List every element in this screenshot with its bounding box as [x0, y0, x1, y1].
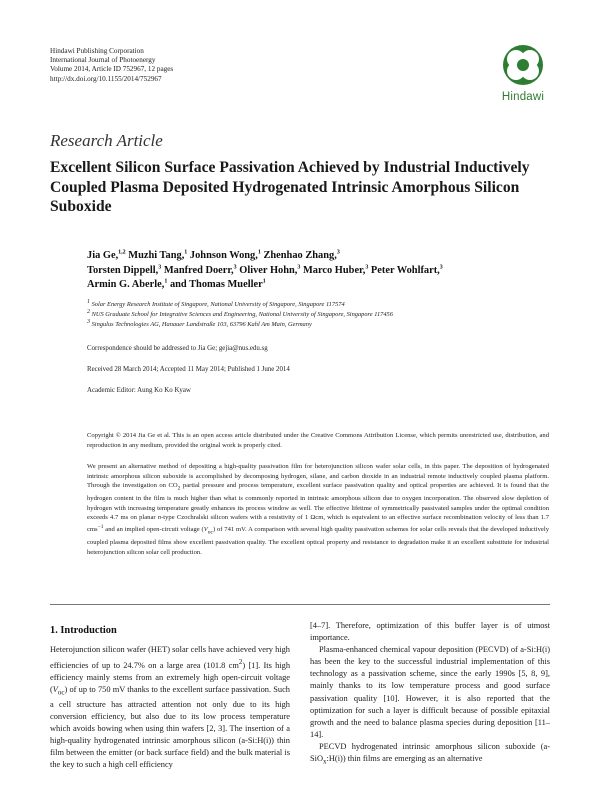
copyright-notice: Copyright © 2014 Jia Ge et al. This is an open access article distributed under the Creative Commons Attribution License, which permits unrestricted use, distribution, and reproduction in any medium, provided the original work is properly cited. — [87, 432, 549, 449]
section-divider — [50, 604, 550, 605]
author: Torsten Dippell,$^3$ — [87, 264, 162, 276]
author: and Thomas Mueller$^1$ — [167, 278, 266, 290]
author: Muzhi Tang,$^1$ — [125, 249, 188, 261]
section-heading: 1. Introduction — [50, 625, 117, 636]
correspondence: Correspondence should be addressed to Jia Ge; gejia@nus.edu.sg — [87, 345, 268, 352]
body-column-left — [50, 644, 290, 771]
author: Johnson Wong,$^1$ — [187, 249, 261, 261]
journal-name: International Journal of Photoenergy — [50, 56, 156, 65]
volume-info: Volume 2014, Article ID 752967, 12 pages — [50, 65, 174, 74]
author: Peter Wohlfart,$^3$ — [368, 264, 443, 276]
body-paragraph: Plasma-enhanced chemical vapour deposition (PECVD) of a-Si:H(i) has been the key to the successful industrial implementation of this technology as a passivation scheme, since the early 1990s [5, 8, 9], mainly thanks to its low temperature process and good surface passivation quality [10]. However, it is also reported that the optimization for such a layer is difficult because of possible epitaxial growth and the need to balance plasma species during deposition [11–14]. — [310, 645, 550, 739]
publication-header — [50, 47, 173, 84]
paper-title: Excellent Silicon Surface Passivation Achieved by Industrial Inductively Coupled Plasma Deposited Hydrogenated Intrinsic Amorphous Silicon Suboxide — [50, 159, 530, 215]
author-line — [87, 249, 537, 264]
author: Zhenhao Zhang,$^3$ — [260, 249, 340, 261]
author-list — [87, 249, 537, 293]
author: Manfred Doerr,$^3$ — [161, 264, 237, 276]
author-line — [87, 278, 537, 293]
author: Jia Ge,$^{1,2}$ — [87, 249, 126, 261]
body-paragraph: PECVD hydrogenated intrinsic amorphous silicon suboxide (a-SiO$_x$:H(i)) thin films are emerging as an alternative — [310, 741, 550, 766]
body-paragraph: Heterojunction silicon wafer (HET) solar cells have achieved very high efficiencies of up to 24.7% on a large area (101.8 $cm^2$) [1]. Its high efficiency mainly stems from an extremely high open-circuit voltage $(V_{oc})$ of up to 750 mV thanks to the excellent surface passivation. Such a cell structure has attracted attention not only due to its high conversion efficiency, but also due to its low process temperature which avoids bowing when using thin wafers [2, 3]. The insertion of a high-quality hydrogenated intrinsic amorphous silicon (a-Si:H(i)) thin film between the emitter (or back surface field) and the bulk material is the key to such a high cell efficiency — [50, 645, 291, 770]
article-type: Research Article — [50, 131, 163, 150]
publisher-name: Hindawi Publishing Corporation — [50, 47, 144, 55]
hindawi-logo-icon — [492, 41, 554, 91]
doi-link[interactable]: http://dx.doi.org/10.1155/2014/752967 — [50, 74, 162, 83]
affiliation-item: $^1$ Solar Energy Research Institute of Singapore, National University of Singapore, Singapore 117574 — [87, 298, 345, 308]
hindawi-logo — [492, 41, 554, 107]
publication-dates: Received 28 March 2014; Accepted 11 May 2014; Published 1 June 2014 — [87, 366, 290, 373]
hindawi-wordmark: Hindawi — [501, 91, 545, 103]
author: Marco Huber,$^3$ — [300, 264, 369, 276]
author: Armin G. Aberle,$^1$ — [87, 278, 168, 290]
body-column-right — [310, 620, 550, 768]
author: Oliver Hohn,$^3$ — [236, 264, 301, 276]
abstract: We present an alternative method of depositing a high-quality passivation film for heterojunction silicon wafer solar cells, in this paper. The deposition of hydrogenated intrinsic amorphous silicon suboxide is accomplished by decomposing hydrogen, silane, and carbon dioxide in an industrial remote inductively coupled plasma platform. Through the investigation on $CO_2$ partial pressure and process temperature, excellent surface passivation quality and optical properties are achieved. It is found that the hydrogen content in the film is much higher than what is commonly reported in intrinsic amorphous silicon due to oxygen incorporation. The observed slow depletion of hydrogen with increasing temperature greatly enhances its process window as well. The effective lifetime of symmetrically passivated samples under the optimal condition exceeds 4.7 ms on planar n-type Czochralski silicon wafers with a resistivity of 1 Ωcm, which is equivalent to an effective surface recombination velocity of less than 1.7 cms$^{-1}$ and an implied open-circuit voltage $(V_{oc})$ of 741 mV. A comparison with several high quality passivation schemes for solar cells reveals that the developed inductively coupled plasma deposited films show excellent passivation quality. The excellent optical property and resistance to degradation make it an excellent substitute for industrial heterojunction silicon solar cell production. — [87, 463, 549, 556]
body-paragraph: [4–7]. Therefore, optimization of this buffer layer is of utmost importance. — [310, 621, 550, 643]
author-line — [87, 264, 537, 279]
affiliation-item: $^2$ NUS Graduate School for Integrative Sciences and Engineering, National University of Singapore, Singapore 117456 — [87, 309, 393, 319]
affiliations — [87, 300, 547, 331]
academic-editor: Academic Editor: Aung Ko Ko Kyaw — [87, 387, 191, 394]
affiliation-item: $^3$ Singulus Technologies AG, Hanauer Landstraße 103, 63796 Kahl Am Main, Germany — [87, 319, 312, 329]
